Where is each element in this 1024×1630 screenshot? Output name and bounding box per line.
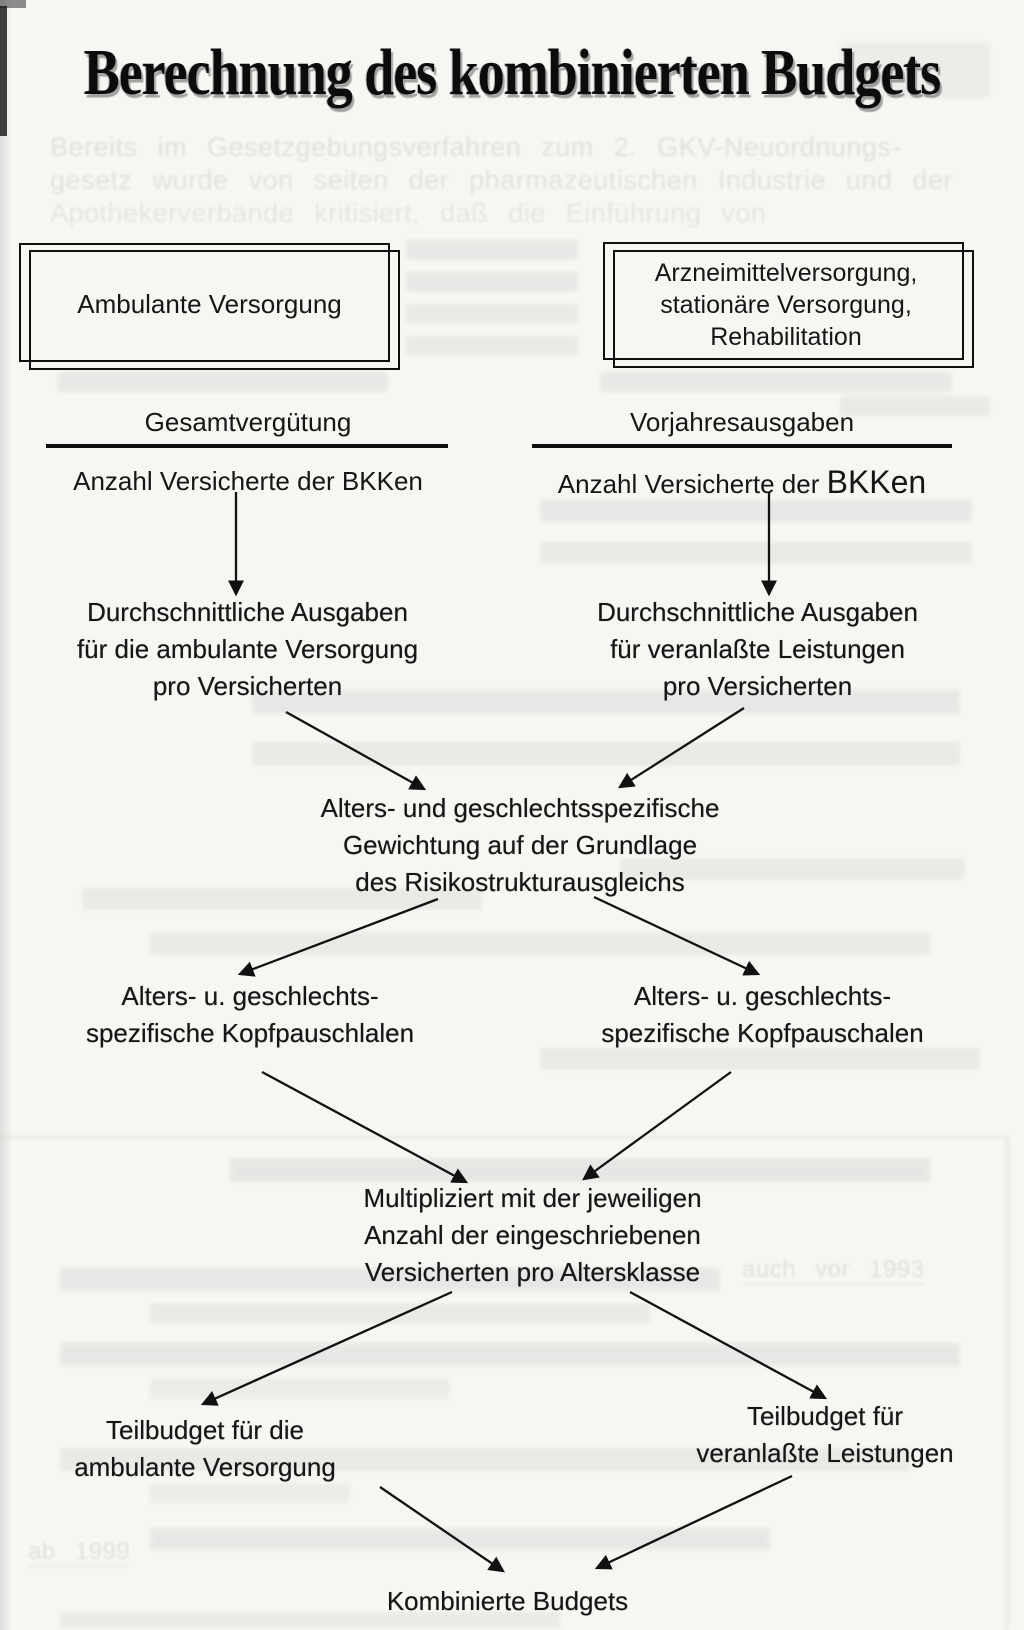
box-arzneimittel-line1: Arzneimittelversorgung,	[654, 259, 918, 287]
node-avg-ambulante	[35, 594, 460, 705]
node-line: veranlaßte Leistungen	[696, 1438, 954, 1468]
node-line: ambulante Versorgung	[74, 1452, 336, 1482]
node-line: Anzahl der eingeschriebenen	[364, 1220, 701, 1250]
bleedthrough-smudge	[0, 1136, 1010, 1138]
box-arzneimittel-versorgung	[600, 240, 992, 372]
bleedthrough-smudge	[60, 1343, 960, 1366]
box-arzneimittel-line3: Rehabilitation	[710, 323, 862, 351]
bleedthrough-smudge	[406, 336, 578, 356]
node-teilbudget-ambulante	[30, 1412, 380, 1486]
node-kopfpauschalen-right	[550, 978, 975, 1052]
node-line: pro Versicherten	[152, 671, 343, 701]
bleedthrough-smudge	[600, 372, 952, 392]
flow-arrow	[597, 1476, 792, 1568]
node-line: für veranlaßte Leistungen	[610, 634, 905, 664]
bleedthrough-text: auch vor 1993	[742, 1256, 925, 1283]
node-line: Multipliziert mit der jeweiligen	[363, 1183, 702, 1213]
bleedthrough-smudge	[540, 542, 972, 564]
box-ambulante-versorgung	[19, 242, 401, 370]
bleedthrough-text: Apothekerverbände kritisiert, daß die Einführung von	[50, 198, 767, 228]
fraction-left-line	[46, 444, 448, 448]
bleedthrough-smudge	[252, 742, 960, 766]
bleedthrough-smudge	[230, 1158, 930, 1182]
fraction-right-denominator-bkken: BKKen	[826, 464, 927, 500]
box-arzneimittel-label	[600, 246, 972, 364]
node-line: Alters- und geschlechtsspezifische	[320, 793, 720, 823]
bleedthrough-smudge	[150, 1303, 650, 1324]
node-line: Durchschnittliche Ausgaben	[87, 597, 408, 627]
fraction-right-denominator	[528, 464, 956, 501]
bleedthrough-smudge	[1006, 1138, 1008, 1630]
node-line: Alters- u. geschlechts-	[121, 981, 379, 1011]
node-kombinierte-budgets: Kombinierte Budgets	[386, 1586, 629, 1616]
node-line: Teilbudget für	[746, 1401, 904, 1431]
node-teilbudget-veranlasst	[640, 1398, 1010, 1472]
fraction-left-denominator: Anzahl Versicherte der BKKen	[73, 466, 423, 496]
scan-edge-shadow	[0, 0, 12, 1630]
node-avg-veranlasst	[545, 594, 970, 705]
bleedthrough-smudge	[58, 372, 388, 392]
bleedthrough-text: gesetz wurde von seiten der pharmazeutischen Industrie und der	[50, 165, 953, 195]
node-line: Teilbudget für die	[105, 1415, 305, 1445]
node-kopfpauschalen-left	[40, 978, 460, 1052]
fraction-left-numerator: Gesamtvergütung	[144, 407, 352, 437]
bleedthrough-smudge	[150, 932, 930, 955]
fraction-right-numerator: Vorjahresausgaben	[629, 407, 855, 437]
node-line: Alters- u. geschlechts-	[633, 981, 892, 1011]
node-line: Gewichtung auf der Grundlage	[342, 830, 698, 860]
bleedthrough-smudge	[406, 304, 578, 324]
node-line: Versicherten pro Altersklasse	[364, 1257, 701, 1287]
node-line: pro Versicherten	[662, 671, 853, 701]
node-multiply	[340, 1180, 725, 1291]
scan-edge-blob	[0, 0, 26, 8]
node-line: spezifische Kopfpauschalen	[601, 1018, 924, 1048]
bleedthrough-smudge	[150, 1378, 450, 1399]
box-arzneimittel-line2: stationäre Versorgung,	[660, 291, 912, 319]
page-title: Berechnung des kombinierten Budgets	[83, 35, 941, 109]
bleedthrough-smudge	[406, 272, 578, 292]
bleedthrough-smudge	[150, 1528, 770, 1550]
node-line: für die ambulante Versorgung	[76, 634, 419, 664]
bleedthrough-smudge	[540, 500, 972, 522]
box-ambulante-label: Ambulante Versorgung	[77, 289, 342, 319]
node-line: des Risikostrukturausgleichs	[355, 867, 685, 897]
bleedthrough-text: ab 1999	[28, 1538, 131, 1565]
bleedthrough-smudge	[150, 1483, 350, 1503]
fraction-right-line	[532, 444, 952, 448]
node-line: Durchschnittliche Ausgaben	[597, 597, 918, 627]
fraction-right-denominator-prefix: Anzahl Versicherte der	[557, 469, 827, 499]
node-weighting	[300, 790, 740, 901]
bleedthrough-smudge	[406, 240, 578, 260]
bleedthrough-text: Bereits im Gesetzgebungsverfahren zum 2. GKV-Neuordnungs-	[50, 132, 901, 162]
node-line: spezifische Kopfpauschlalen	[85, 1018, 415, 1048]
